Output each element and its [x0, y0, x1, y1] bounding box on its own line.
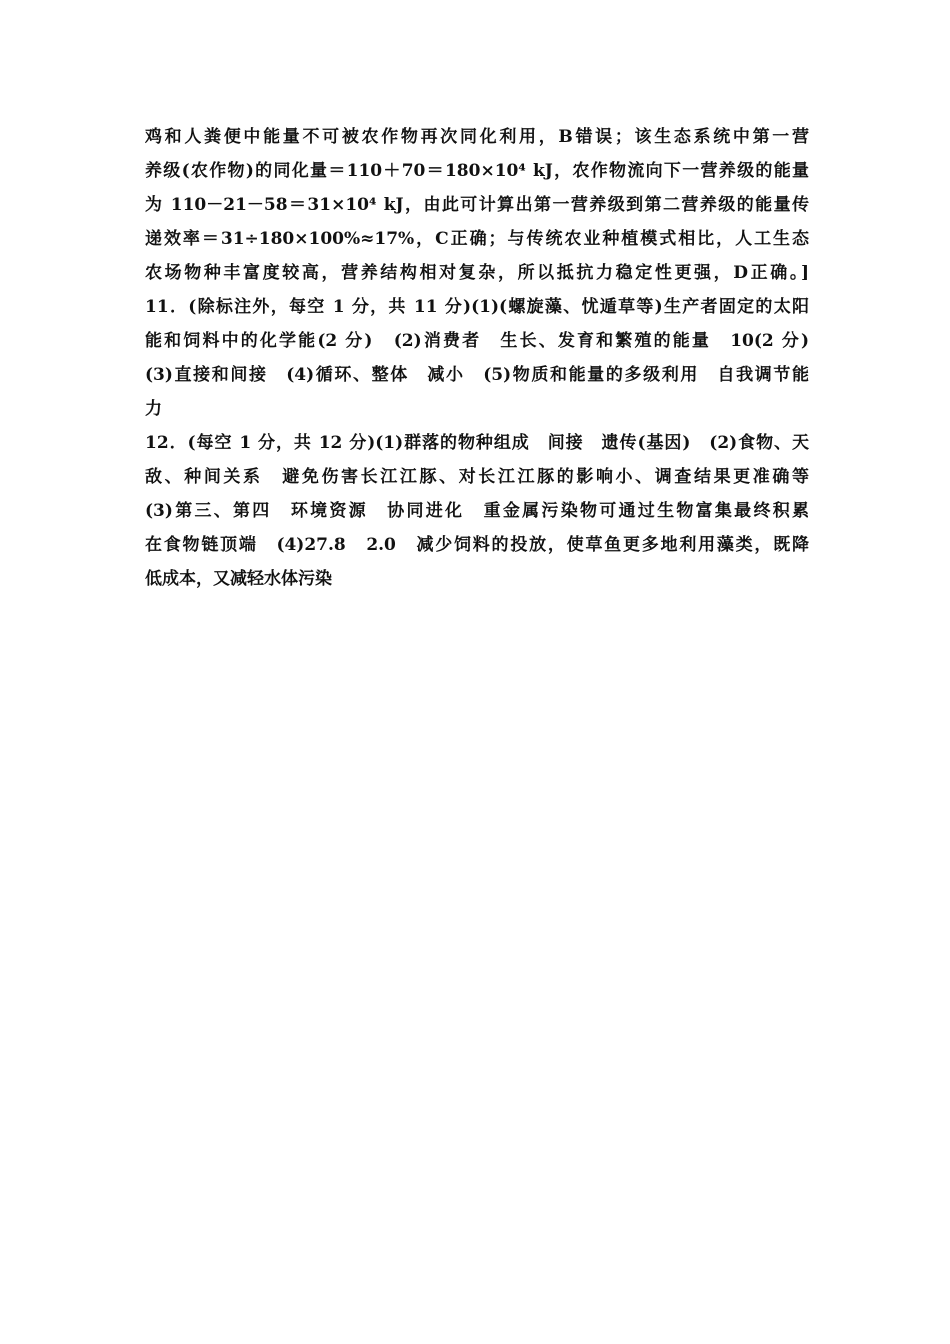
answer-text-block — [145, 120, 809, 596]
text-line: 力 — [145, 399, 162, 419]
text-line: 敌、种间关系 避免伤害长江江豚、对长江江豚的影响小、调查结果更准确等 — [145, 467, 809, 487]
text-line: 能和饲料中的化学能(2 分) (2)消费者 生长、发育和繁殖的能量 10(2 分) — [145, 331, 809, 351]
paragraph-answer-11 — [145, 290, 809, 426]
text-line: 低成本，又减轻水体污染 — [145, 569, 332, 589]
text-line: 鸡和人粪便中能量不可被农作物再次同化利用，B错误；该生态系统中第一营 — [145, 127, 809, 147]
text-line: 养级(农作物)的同化量＝110＋70＝180×10⁴ kJ，农作物流向下一营养级的能量 — [145, 161, 809, 181]
text-line: 为 110－21－58＝31×10⁴ kJ，由此可计算出第一营养级到第二营养级的能量传 — [145, 195, 809, 215]
paragraph-answer-12 — [145, 426, 809, 596]
text-line: 农场物种丰富度较高，营养结构相对复杂，所以抵抗力稳定性更强，D正确。] — [145, 263, 809, 283]
paragraph-explanation-continued — [145, 120, 809, 290]
text-line: (3)直接和间接 (4)循环、整体 减小 (5)物质和能量的多级利用 自我调节能 — [145, 365, 809, 385]
text-line: 12．(每空 1 分，共 12 分)(1)群落的物种组成 间接 遗传(基因) (2)食物、天 — [145, 433, 809, 453]
text-line: 递效率＝31÷180×100%≈17%，C正确；与传统农业种植模式相比，人工生态 — [145, 229, 809, 249]
text-line: 11．(除标注外，每空 1 分，共 11 分)(1)(螺旋藻、忧遁草等)生产者固定的太阳 — [145, 297, 809, 317]
text-line: 在食物链顶端 (4)27.8 2.0 减少饲料的投放，使草鱼更多地利用藻类，既降 — [145, 535, 809, 555]
text-line: (3)第三、第四 环境资源 协同进化 重金属污染物可通过生物富集最终积累 — [145, 501, 809, 521]
